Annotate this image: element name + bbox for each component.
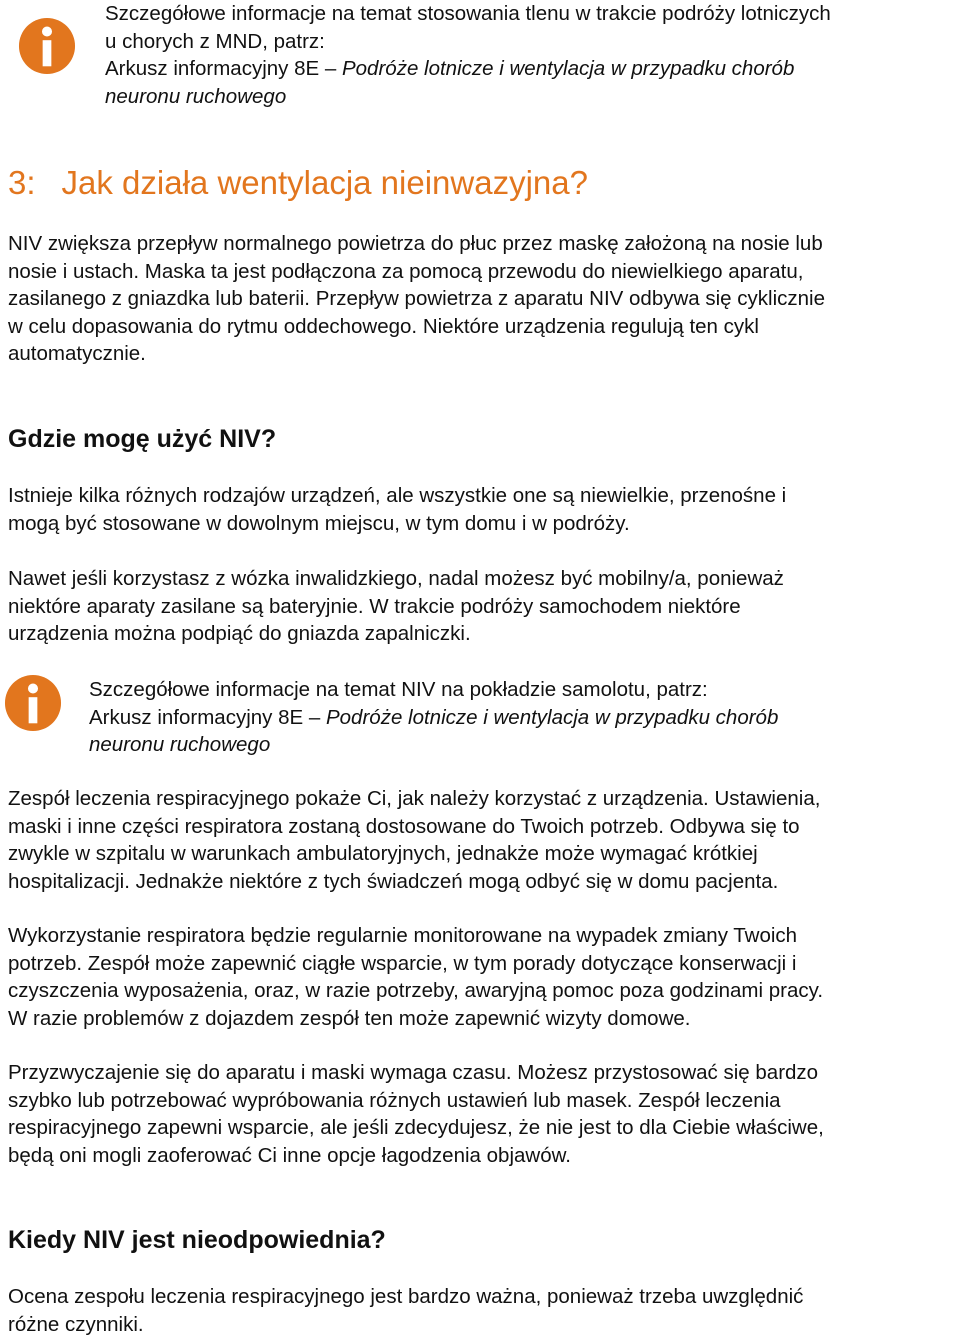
paragraph-adjustment xyxy=(8,1059,954,1169)
paragraph-devices xyxy=(8,482,954,537)
paragraph-wheelchair xyxy=(8,565,954,648)
text-line: Zespół leczenia respiracyjnego pokaże Ci, jak należy korzystać z urządzenia. Ustawienia, xyxy=(8,787,821,810)
text-line: NIV zwiększa przepływ normalnego powietrza do płuc przez maskę założoną na nosie lub xyxy=(8,232,823,255)
info-reference-cont xyxy=(89,731,954,759)
text-line: potrzeb. Zespół może zapewnić ciągłe wsparcie, w tym porady dotyczące konserwacji i xyxy=(8,951,797,975)
reference-title-cont: neuronu ruchowego xyxy=(105,84,287,108)
info-reference xyxy=(89,704,954,732)
info-line: Szczegółowe informacje na temat NIV na pokładzie samolotu, patrz: xyxy=(89,678,708,701)
subheading-when: Kiedy NIV jest nieodpowiednia? xyxy=(8,1226,386,1254)
text-line: szybko lub potrzebować wypróbowania różnych ustawień lub masek. Zespół leczenia xyxy=(8,1088,781,1112)
text-line: niektóre aparaty zasilane są bateryjnie. W trakcie podróży samochodem niektóre xyxy=(8,594,741,618)
info-box-text xyxy=(89,676,954,759)
text-line: automatycznie. xyxy=(8,342,146,365)
paragraph-monitoring xyxy=(8,922,954,1032)
text-line: Ocena zespołu leczenia respiracyjnego jest bardzo ważna, ponieważ trzeba uwzględnić xyxy=(8,1285,804,1308)
text-line: różne czynniki. xyxy=(8,1312,144,1336)
paragraph-assessment xyxy=(8,1283,954,1338)
text-line: Wykorzystanie respiratora będzie regularnie monitorowane na wypadek zmiany Twoich xyxy=(8,924,798,947)
reference-title: Podróże lotnicze i wentylacja w przypadku chorób xyxy=(325,705,779,729)
reference-prefix: Arkusz informacyjny 8E – xyxy=(105,57,342,80)
subheading-where: Gdzie mogę użyć NIV? xyxy=(8,425,277,453)
text-line: zasilanego z gniazdka lub baterii. Przepływ powietrza z aparatu NIV odbywa się cyklicznie xyxy=(8,287,825,310)
text-line: Istnieje kilka różnych rodzajów urządzeń, ale wszystkie one są niewielkie, przenośne i xyxy=(8,484,787,507)
info-line: Szczegółowe informacje na temat stosowania tlenu w trakcie podróży lotniczych xyxy=(105,2,831,25)
info-reference-cont xyxy=(105,83,954,111)
text-line: w celu dopasowania do rytmu oddechowego. Niektóre urządzenia regulują ten cykl xyxy=(8,314,759,338)
info-icon xyxy=(4,674,62,732)
text-line: nosie i ustach. Maska ta jest podłączona za pomocą przewodu do niewielkiego aparatu, xyxy=(8,259,804,283)
text-line: Przyzwyczajenie się do aparatu i maski wymaga czasu. Możesz przystosować się bardzo xyxy=(8,1061,819,1084)
text-line: Nawet jeśli korzystasz z wózka inwalidzkiego, nadal możesz być mobilny/a, ponieważ xyxy=(8,567,784,590)
text-line: respiracyjnego zapewni wsparcie, ale jeśli zdecydujesz, że nie jest to dla Ciebie właściwe, xyxy=(8,1116,824,1139)
info-reference xyxy=(105,55,954,83)
text-line: będą oni mogli zaoferować Ci inne opcje łagodzenia objawów. xyxy=(8,1143,571,1167)
reference-title: Podróże lotnicze i wentylacja w przypadku chorób xyxy=(341,57,795,80)
text-line: hospitalizacji. Jednakże niektóre z tych świadczeń mogą odbyć się w domu pacjenta. xyxy=(8,869,779,893)
section-title: Jak działa wentylacja nieinwazyjna? xyxy=(61,164,588,201)
text-line: W razie problemów z dojazdem zespół ten może zapewnić wizyty domowe. xyxy=(8,1006,691,1030)
text-line: maski i inne części respiratora zostaną dostosowane do Twoich potrzeb. Odbywa się to xyxy=(8,814,800,838)
info-line: u chorych z MND, patrz: xyxy=(105,29,325,53)
section-heading xyxy=(8,163,954,203)
info-box-text xyxy=(105,0,954,110)
text-line: zwykle w szpitalu w warunkach ambulatoryjnych, jednakże może wymagać krótkiej xyxy=(8,842,758,865)
paragraph-team-training xyxy=(8,785,954,895)
reference-prefix: Arkusz informacyjny 8E – xyxy=(89,705,326,729)
text-line: mogą być stosowane w dowolnym miejscu, w tym domu i w podróży. xyxy=(8,511,630,535)
text-line: czyszczenia wyposażenia, oraz, w razie potrzeby, awaryjną pomoc poza godzinami pracy. xyxy=(8,979,824,1002)
section-number: 3: xyxy=(8,164,36,201)
paragraph-niv-intro xyxy=(8,230,954,368)
info-icon xyxy=(18,17,76,75)
text-line: urządzenia można podpiąć do gniazda zapalniczki. xyxy=(8,622,471,645)
reference-title-cont: neuronu ruchowego xyxy=(89,733,271,756)
